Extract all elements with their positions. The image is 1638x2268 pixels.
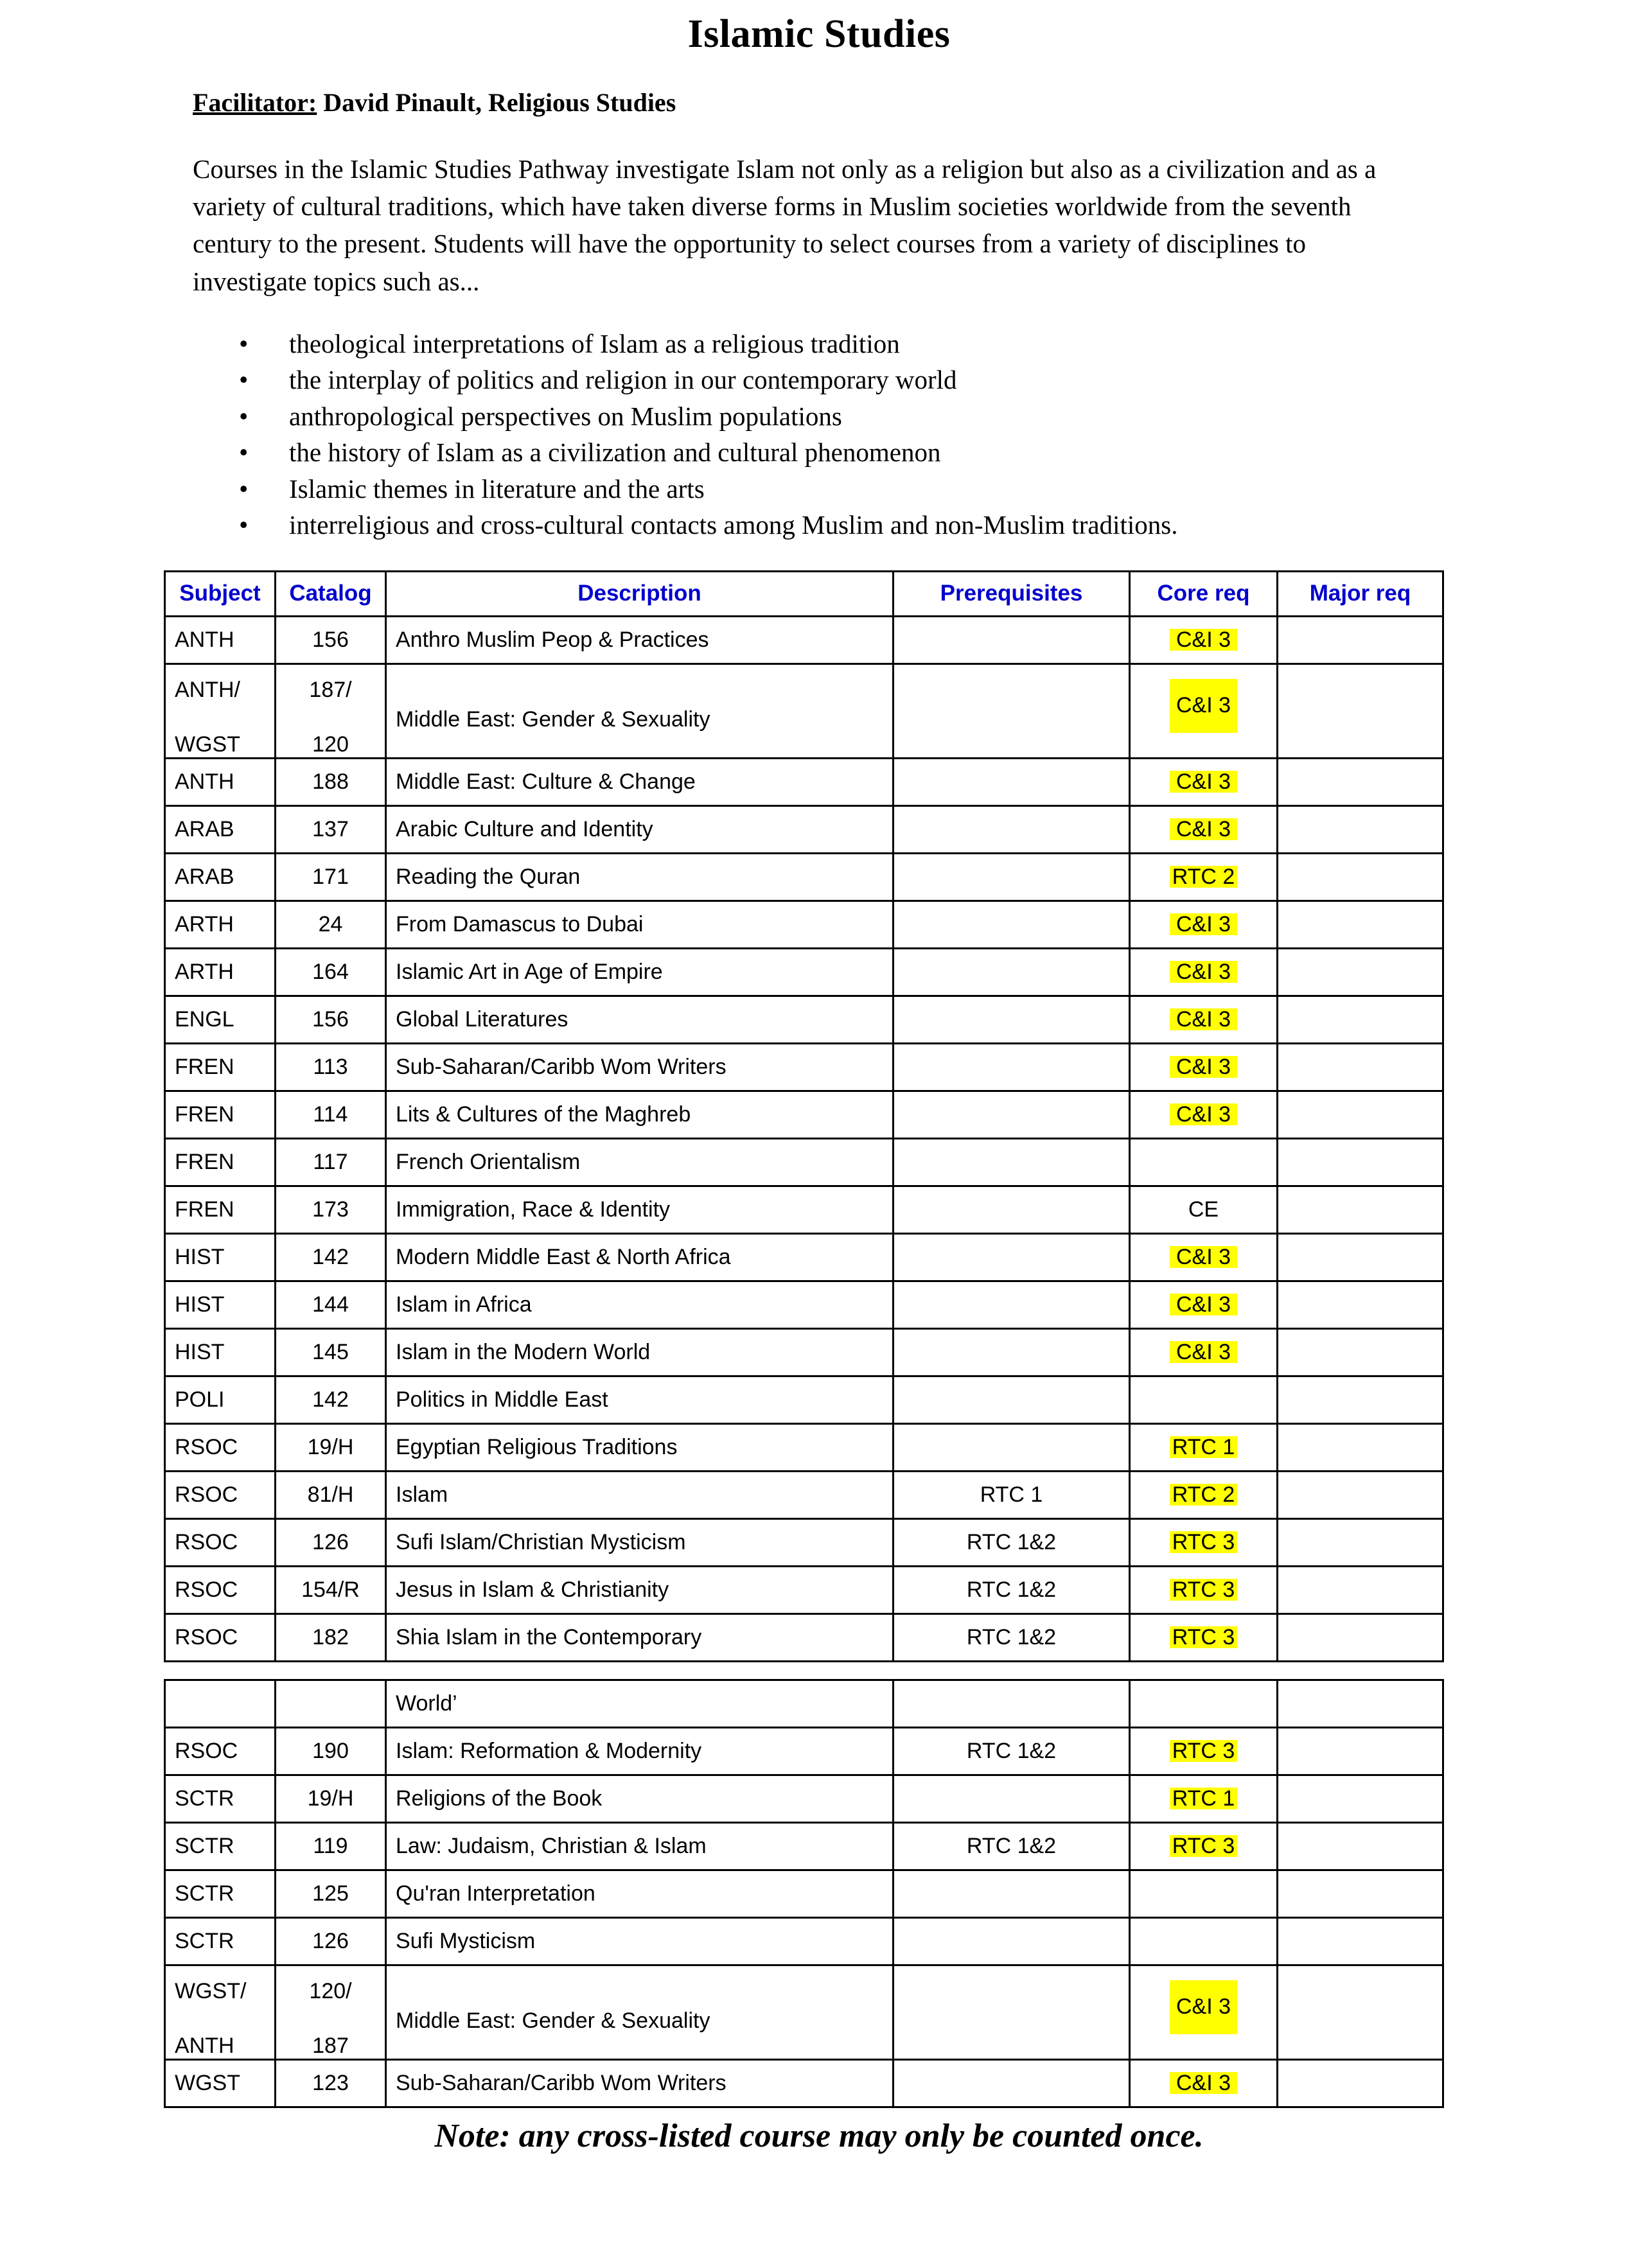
cell-core-req bbox=[1130, 616, 1278, 664]
cell-subject: RSOC bbox=[165, 1613, 276, 1661]
cell-description-line2: Middle East: Gender & Sexuality bbox=[396, 707, 710, 732]
cell-major-req bbox=[1278, 1471, 1443, 1518]
cell-prerequisites bbox=[894, 1138, 1130, 1186]
cell-major-req bbox=[1278, 664, 1443, 758]
table-row bbox=[165, 805, 1443, 853]
table-row bbox=[165, 853, 1443, 901]
cell-catalog: 182 bbox=[276, 1613, 386, 1661]
cell-catalog-line1: 120/ bbox=[309, 1978, 352, 2003]
core-req-highlight: C&I 3 bbox=[1170, 913, 1237, 935]
column-header-description: Description bbox=[386, 571, 894, 616]
cell-catalog: 156 bbox=[276, 996, 386, 1043]
table-row bbox=[165, 664, 1443, 758]
cell-catalog: 24 bbox=[276, 901, 386, 948]
cell-core-req bbox=[1130, 1471, 1278, 1518]
cell-subject: POLI bbox=[165, 1376, 276, 1423]
cell-description: Jesus in Islam & Christianity bbox=[386, 1566, 894, 1613]
cell-core-req bbox=[1130, 1917, 1278, 1965]
cell-major-req bbox=[1278, 1376, 1443, 1423]
cell-core-req bbox=[1130, 901, 1278, 948]
cell-subject: RSOC bbox=[165, 1423, 276, 1471]
list-item bbox=[0, 400, 1638, 433]
cell-subject bbox=[165, 1965, 276, 2059]
cell-description bbox=[386, 1965, 894, 2059]
cell-major-req bbox=[1278, 948, 1443, 996]
cell-prerequisites bbox=[894, 805, 1130, 853]
cell-description: Sub-Saharan/Caribb Wom Writers bbox=[386, 2059, 894, 2107]
cell-subject: SCTR bbox=[165, 1775, 276, 1822]
cell-catalog: 117 bbox=[276, 1138, 386, 1186]
cell-prerequisites bbox=[894, 1775, 1130, 1822]
cell-major-req bbox=[1278, 1043, 1443, 1091]
table-row bbox=[165, 1423, 1443, 1471]
cell-prerequisites: RTC 1&2 bbox=[894, 1518, 1130, 1566]
cell-core-req bbox=[1130, 1423, 1278, 1471]
cell-subject: HIST bbox=[165, 1233, 276, 1281]
cell-catalog: 144 bbox=[276, 1281, 386, 1328]
cell-description: French Orientalism bbox=[386, 1138, 894, 1186]
cell-catalog: 113 bbox=[276, 1043, 386, 1091]
table-row bbox=[165, 1328, 1443, 1376]
cell-catalog bbox=[276, 1965, 386, 2059]
cell-core-req bbox=[1130, 1822, 1278, 1870]
cell-description: Sufi Mysticism bbox=[386, 1917, 894, 1965]
cell-prerequisites: RTC 1&2 bbox=[894, 1566, 1130, 1613]
cell-subject: FREN bbox=[165, 1186, 276, 1233]
core-req-highlight: C&I 3 bbox=[1170, 1103, 1237, 1125]
cell-subject: SCTR bbox=[165, 1822, 276, 1870]
core-req-highlight: C&I 3 bbox=[1170, 629, 1237, 651]
cell-subject: ARTH bbox=[165, 901, 276, 948]
cell-catalog: 145 bbox=[276, 1328, 386, 1376]
table-body-section-2 bbox=[165, 1680, 1443, 2107]
list-item bbox=[0, 327, 1638, 360]
cell-major-req bbox=[1278, 616, 1443, 664]
core-req-highlight: C&I 3 bbox=[1170, 679, 1237, 733]
cell-description: Global Literatures bbox=[386, 996, 894, 1043]
cell-major-req bbox=[1278, 996, 1443, 1043]
cell-prerequisites: RTC 1&2 bbox=[894, 1613, 1130, 1661]
cell-core-req bbox=[1130, 2059, 1278, 2107]
cell-major-req bbox=[1278, 1233, 1443, 1281]
cell-major-req bbox=[1278, 1328, 1443, 1376]
cell-subject: FREN bbox=[165, 1091, 276, 1138]
table-row bbox=[165, 1727, 1443, 1775]
cell-description: Politics in Middle East bbox=[386, 1376, 894, 1423]
cell-subject bbox=[165, 664, 276, 758]
cell-subject: ANTH bbox=[165, 758, 276, 805]
table-row bbox=[165, 1376, 1443, 1423]
cell-prerequisites: RTC 1&2 bbox=[894, 1822, 1130, 1870]
cell-core-req bbox=[1130, 948, 1278, 996]
cell-catalog: 171 bbox=[276, 853, 386, 901]
cell-description: Modern Middle East & North Africa bbox=[386, 1233, 894, 1281]
cell-major-req bbox=[1278, 1917, 1443, 1965]
cell-prerequisites bbox=[894, 1233, 1130, 1281]
bullet-icon: • bbox=[239, 473, 249, 504]
facilitator-label: Facilitator: bbox=[193, 88, 317, 117]
list-item-label: theological interpretations of Islam as a religious tradition bbox=[289, 328, 900, 358]
cell-prerequisites bbox=[894, 1917, 1130, 1965]
cell-prerequisites bbox=[894, 1281, 1130, 1328]
cell-description: Anthro Muslim Peop & Practices bbox=[386, 616, 894, 664]
cell-description: Sufi Islam/Christian Mysticism bbox=[386, 1518, 894, 1566]
cell-subject: FREN bbox=[165, 1138, 276, 1186]
cell-prerequisites bbox=[894, 2059, 1130, 2107]
table-row bbox=[165, 1281, 1443, 1328]
cell-core-req bbox=[1130, 664, 1278, 758]
cell-subject: RSOC bbox=[165, 1518, 276, 1566]
cell-subject: RSOC bbox=[165, 1727, 276, 1775]
table-row bbox=[165, 1870, 1443, 1917]
cell-subject-line1: ANTH/ bbox=[175, 677, 240, 702]
cell-prerequisites bbox=[894, 1423, 1130, 1471]
cell-prerequisites bbox=[894, 901, 1130, 948]
cell-subject: RSOC bbox=[165, 1471, 276, 1518]
cell-catalog: 126 bbox=[276, 1518, 386, 1566]
list-item-label: interreligious and cross-cultural contacts among Muslim and non-Muslim traditions. bbox=[289, 510, 1178, 540]
cell-prerequisites bbox=[894, 1328, 1130, 1376]
table-row bbox=[165, 2059, 1443, 2107]
cell-major-req bbox=[1278, 1186, 1443, 1233]
column-header-subject: Subject bbox=[165, 571, 276, 616]
course-table-wrapper bbox=[0, 545, 1638, 2108]
cell-prerequisites bbox=[894, 1186, 1130, 1233]
cell-prerequisites: RTC 1 bbox=[894, 1471, 1130, 1518]
cell-catalog: 188 bbox=[276, 758, 386, 805]
footer-note: Note: any cross-listed course may only be counted once. bbox=[434, 2117, 1204, 2154]
cell-catalog: 142 bbox=[276, 1233, 386, 1281]
cell-description: Reading the Quran bbox=[386, 853, 894, 901]
core-req-highlight: C&I 3 bbox=[1170, 1341, 1237, 1363]
table-row bbox=[165, 948, 1443, 996]
cell-core-req bbox=[1130, 1775, 1278, 1822]
column-header-core-req: Core req bbox=[1130, 571, 1278, 616]
table-row bbox=[165, 1775, 1443, 1822]
cell-description: From Damascus to Dubai bbox=[386, 901, 894, 948]
cell-prerequisites bbox=[894, 616, 1130, 664]
table-row bbox=[165, 1613, 1443, 1661]
table-row bbox=[165, 1138, 1443, 1186]
bullet-icon: • bbox=[239, 401, 249, 431]
cell-catalog-line2: 187 bbox=[312, 2033, 349, 2058]
core-req-highlight: RTC 2 bbox=[1170, 866, 1237, 888]
cell-description: Lits & Cultures of the Maghreb bbox=[386, 1091, 894, 1138]
core-req-highlight: RTC 1 bbox=[1170, 1436, 1237, 1458]
cell-core-req bbox=[1130, 805, 1278, 853]
list-item-label: the interplay of politics and religion in our contemporary world bbox=[289, 365, 957, 395]
cell-subject: HIST bbox=[165, 1281, 276, 1328]
table-row bbox=[165, 1566, 1443, 1613]
cell-catalog: 119 bbox=[276, 1822, 386, 1870]
cell-subject-line1: WGST/ bbox=[175, 1978, 247, 2003]
cell-prerequisites bbox=[894, 758, 1130, 805]
core-req-highlight: C&I 3 bbox=[1170, 1246, 1237, 1268]
list-item bbox=[0, 435, 1638, 469]
cell-catalog: 114 bbox=[276, 1091, 386, 1138]
cell-major-req bbox=[1278, 1138, 1443, 1186]
cell-prerequisites bbox=[894, 1043, 1130, 1091]
column-header-prerequisites: Prerequisites bbox=[894, 571, 1130, 616]
cell-description: World’ bbox=[386, 1680, 894, 1727]
cell-prerequisites bbox=[894, 1376, 1130, 1423]
cell-major-req bbox=[1278, 1566, 1443, 1613]
table-row bbox=[165, 1471, 1443, 1518]
cell-core-req: CE bbox=[1130, 1186, 1278, 1233]
cell-prerequisites bbox=[894, 853, 1130, 901]
cell-subject: RSOC bbox=[165, 1566, 276, 1613]
table-row bbox=[165, 1233, 1443, 1281]
core-req-highlight: RTC 3 bbox=[1170, 1740, 1237, 1762]
cell-major-req bbox=[1278, 2059, 1443, 2107]
list-item bbox=[0, 363, 1638, 396]
cell-core-req bbox=[1130, 1376, 1278, 1423]
cell-core-req bbox=[1130, 853, 1278, 901]
cell-subject: SCTR bbox=[165, 1917, 276, 1965]
cell-description: Shia Islam in the Contemporary bbox=[386, 1613, 894, 1661]
cell-core-req bbox=[1130, 1613, 1278, 1661]
cell-catalog: 19/H bbox=[276, 1423, 386, 1471]
intro-paragraph: Courses in the Islamic Studies Pathway investigate Islam not only as a religion but also as a civilization and as a variety of cultural traditions, which have taken diverse forms in Muslim societies worldwide from the seventh century to the present. Students will have the opportunity to select courses from a variety of disciplines to investigate topics such as... bbox=[193, 154, 1377, 296]
list-item-label: the history of Islam as a civilization and cultural phenomenon bbox=[289, 437, 941, 468]
bullet-icon: • bbox=[239, 437, 249, 468]
cell-core-req bbox=[1130, 758, 1278, 805]
cell-description: Sub-Saharan/Caribb Wom Writers bbox=[386, 1043, 894, 1091]
cell-catalog: 173 bbox=[276, 1186, 386, 1233]
bullet-icon: • bbox=[239, 365, 249, 395]
page-title: Islamic Studies bbox=[687, 12, 951, 56]
cell-prerequisites bbox=[894, 1965, 1130, 2059]
cell-major-req bbox=[1278, 1423, 1443, 1471]
cell-core-req bbox=[1130, 1138, 1278, 1186]
core-req-highlight: C&I 3 bbox=[1170, 1056, 1237, 1078]
cell-subject: ANTH bbox=[165, 616, 276, 664]
cell-catalog: 190 bbox=[276, 1727, 386, 1775]
cell-description: Islam bbox=[386, 1471, 894, 1518]
bullet-icon: • bbox=[239, 510, 249, 540]
core-req-highlight: RTC 2 bbox=[1170, 1484, 1237, 1506]
cell-catalog: 156 bbox=[276, 616, 386, 664]
core-req-highlight: RTC 3 bbox=[1170, 1579, 1237, 1601]
core-req-highlight: C&I 3 bbox=[1170, 2072, 1237, 2094]
cell-description: Immigration, Race & Identity bbox=[386, 1186, 894, 1233]
cell-major-req bbox=[1278, 853, 1443, 901]
cell-core-req bbox=[1130, 1870, 1278, 1917]
cell-core-req bbox=[1130, 1043, 1278, 1091]
cell-subject: SCTR bbox=[165, 1870, 276, 1917]
cell-core-req bbox=[1130, 1680, 1278, 1727]
list-item-label: anthropological perspectives on Muslim populations bbox=[289, 401, 842, 431]
facilitator-value: David Pinault, Religious Studies bbox=[317, 88, 676, 117]
core-req-highlight: C&I 3 bbox=[1170, 1008, 1237, 1030]
cell-subject: WGST bbox=[165, 2059, 276, 2107]
cell-major-req bbox=[1278, 1680, 1443, 1727]
bullet-icon: • bbox=[239, 328, 249, 358]
cell-subject: ENGL bbox=[165, 996, 276, 1043]
cell-subject: ARAB bbox=[165, 853, 276, 901]
cell-description: Islamic Art in Age of Empire bbox=[386, 948, 894, 996]
cell-core-req bbox=[1130, 1091, 1278, 1138]
table-row bbox=[165, 1518, 1443, 1566]
cell-description-line2: Middle East: Gender & Sexuality bbox=[396, 2008, 710, 2033]
cell-catalog: 137 bbox=[276, 805, 386, 853]
cell-core-req bbox=[1130, 1727, 1278, 1775]
core-req-highlight: RTC 1 bbox=[1170, 1788, 1237, 1809]
cell-description: Egyptian Religious Traditions bbox=[386, 1423, 894, 1471]
table-row bbox=[165, 758, 1443, 805]
table-row bbox=[165, 1091, 1443, 1138]
cell-catalog-line1: 187/ bbox=[309, 677, 352, 702]
core-req-highlight: C&I 3 bbox=[1170, 771, 1237, 793]
cell-major-req bbox=[1278, 805, 1443, 853]
cell-prerequisites bbox=[894, 664, 1130, 758]
cell-description: Middle East: Culture & Change bbox=[386, 758, 894, 805]
cell-major-req bbox=[1278, 1091, 1443, 1138]
table-row bbox=[165, 1917, 1443, 1965]
cell-major-req bbox=[1278, 1965, 1443, 2059]
cell-catalog bbox=[276, 664, 386, 758]
table-row bbox=[165, 616, 1443, 664]
cell-prerequisites bbox=[894, 1680, 1130, 1727]
cell-subject: ARAB bbox=[165, 805, 276, 853]
table-section-divider bbox=[164, 1662, 1638, 1679]
cell-prerequisites bbox=[894, 996, 1130, 1043]
core-req-highlight: RTC 3 bbox=[1170, 1531, 1237, 1553]
cell-subject-line2: ANTH bbox=[175, 2033, 234, 2058]
cell-core-req bbox=[1130, 1566, 1278, 1613]
core-req-highlight: C&I 3 bbox=[1170, 818, 1237, 840]
column-header-catalog: Catalog bbox=[276, 571, 386, 616]
cell-core-req bbox=[1130, 1233, 1278, 1281]
cell-major-req bbox=[1278, 758, 1443, 805]
table-row bbox=[165, 1965, 1443, 2059]
table-row bbox=[165, 1043, 1443, 1091]
course-table-section-2 bbox=[164, 1679, 1444, 2108]
cell-subject: HIST bbox=[165, 1328, 276, 1376]
cell-core-req bbox=[1130, 1518, 1278, 1566]
table-row bbox=[165, 1822, 1443, 1870]
table-body-section-1 bbox=[165, 616, 1443, 1661]
cell-subject bbox=[165, 1680, 276, 1727]
cell-major-req bbox=[1278, 1775, 1443, 1822]
column-header-major-req: Major req bbox=[1278, 571, 1443, 616]
list-item bbox=[0, 472, 1638, 505]
core-req-highlight: C&I 3 bbox=[1170, 961, 1237, 983]
cell-subject: ARTH bbox=[165, 948, 276, 996]
table-row bbox=[165, 901, 1443, 948]
table-row bbox=[165, 1680, 1443, 1727]
table-header-row bbox=[165, 571, 1443, 616]
cell-description: Religions of the Book bbox=[386, 1775, 894, 1822]
cell-catalog: 123 bbox=[276, 2059, 386, 2107]
cell-catalog: 126 bbox=[276, 1917, 386, 1965]
cell-catalog bbox=[276, 1680, 386, 1727]
cell-major-req bbox=[1278, 1281, 1443, 1328]
cell-major-req bbox=[1278, 901, 1443, 948]
cell-core-req bbox=[1130, 1328, 1278, 1376]
cell-core-req bbox=[1130, 996, 1278, 1043]
cell-catalog: 125 bbox=[276, 1870, 386, 1917]
course-table-section-1 bbox=[164, 570, 1444, 1662]
core-req-highlight: RTC 3 bbox=[1170, 1626, 1237, 1648]
cell-major-req bbox=[1278, 1870, 1443, 1917]
cell-prerequisites bbox=[894, 948, 1130, 996]
table-row bbox=[165, 1186, 1443, 1233]
cell-core-req bbox=[1130, 1965, 1278, 2059]
cell-catalog: 81/H bbox=[276, 1471, 386, 1518]
cell-prerequisites bbox=[894, 1870, 1130, 1917]
cell-description: Arabic Culture and Identity bbox=[386, 805, 894, 853]
cell-prerequisites: RTC 1&2 bbox=[894, 1727, 1130, 1775]
cell-subject-line2: WGST bbox=[175, 732, 240, 757]
cell-major-req bbox=[1278, 1727, 1443, 1775]
cell-catalog: 164 bbox=[276, 948, 386, 996]
list-item bbox=[0, 508, 1638, 541]
cell-prerequisites bbox=[894, 1091, 1130, 1138]
cell-catalog-line2: 120 bbox=[312, 732, 349, 757]
cell-catalog: 154/R bbox=[276, 1566, 386, 1613]
table-row bbox=[165, 996, 1443, 1043]
cell-description: Islam: Reformation & Modernity bbox=[386, 1727, 894, 1775]
core-req-highlight: C&I 3 bbox=[1170, 1294, 1237, 1315]
facilitator-line bbox=[0, 54, 1638, 118]
cell-catalog: 142 bbox=[276, 1376, 386, 1423]
cell-catalog: 19/H bbox=[276, 1775, 386, 1822]
cell-description: Law: Judaism, Christian & Islam bbox=[386, 1822, 894, 1870]
cell-subject: FREN bbox=[165, 1043, 276, 1091]
cell-description: Islam in Africa bbox=[386, 1281, 894, 1328]
cell-core-req bbox=[1130, 1281, 1278, 1328]
cell-description: Qu'ran Interpretation bbox=[386, 1870, 894, 1917]
cell-description: Islam in the Modern World bbox=[386, 1328, 894, 1376]
core-req-highlight: C&I 3 bbox=[1170, 1980, 1237, 2034]
cell-major-req bbox=[1278, 1822, 1443, 1870]
list-item-label: Islamic themes in literature and the arts bbox=[289, 473, 705, 504]
cell-major-req bbox=[1278, 1613, 1443, 1661]
core-req-highlight: RTC 3 bbox=[1170, 1835, 1237, 1857]
cell-major-req bbox=[1278, 1518, 1443, 1566]
cell-description bbox=[386, 664, 894, 758]
topics-list bbox=[0, 300, 1638, 542]
